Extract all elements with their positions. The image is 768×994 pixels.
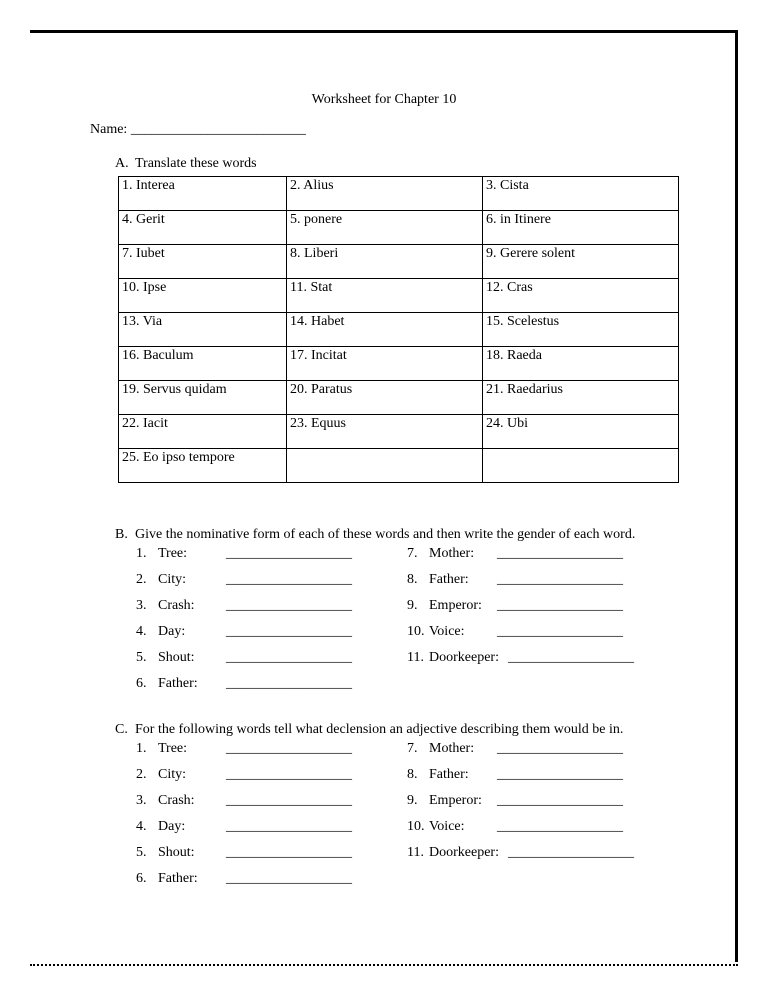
table-cell: 23. Equus — [287, 415, 483, 449]
question-word: Crash: — [158, 793, 195, 808]
answer-blank[interactable]: __________________ — [226, 793, 352, 808]
question-item — [407, 793, 623, 809]
answer-blank[interactable]: __________________ — [226, 624, 352, 639]
question-item — [136, 572, 352, 588]
page-border-top — [30, 30, 738, 33]
table-cell: 22. Iacit — [119, 415, 287, 449]
question-item — [136, 767, 352, 783]
answer-blank[interactable]: __________________ — [497, 819, 623, 834]
question-word: Doorkeeper: — [429, 845, 499, 860]
answer-blank[interactable]: __________________ — [226, 598, 352, 613]
question-item — [407, 546, 623, 562]
question-item — [136, 793, 352, 809]
answer-blank[interactable]: __________________ — [226, 546, 352, 561]
question-item — [136, 624, 352, 640]
question-number: 5. — [136, 845, 147, 860]
question-item — [407, 741, 623, 757]
table-cell: 5. ponere — [287, 211, 483, 245]
table-cell: 13. Via — [119, 313, 287, 347]
page-border-bottom-dotted — [30, 956, 738, 966]
section-c-heading — [115, 722, 623, 738]
table-cell: 1. Interea — [119, 177, 287, 211]
table-cell: 8. Liberi — [287, 245, 483, 279]
question-number: 1. — [136, 546, 147, 561]
question-word: Shout: — [158, 845, 195, 860]
section-b-letter: B. — [115, 527, 128, 542]
table-cell: 4. Gerit — [119, 211, 287, 245]
table-row — [119, 449, 679, 483]
translation-table — [118, 176, 679, 483]
answer-blank[interactable]: __________________ — [497, 572, 623, 587]
question-word: Shout: — [158, 650, 195, 665]
table-cell: 24. Ubi — [483, 415, 679, 449]
table-row — [119, 381, 679, 415]
question-item — [407, 598, 623, 614]
question-number: 10. — [407, 624, 425, 639]
table-row — [119, 177, 679, 211]
table-cell — [287, 449, 483, 483]
question-number: 4. — [136, 624, 147, 639]
table-row — [119, 279, 679, 313]
question-number: 9. — [407, 598, 418, 613]
question-word: Tree: — [158, 741, 188, 756]
question-word: Mother: — [429, 546, 475, 561]
question-word: Emperor: — [429, 598, 482, 613]
question-number: 11. — [407, 845, 424, 860]
table-cell: 2. Alius — [287, 177, 483, 211]
table-cell: 10. Ipse — [119, 279, 287, 313]
answer-blank[interactable]: __________________ — [226, 741, 352, 756]
section-c-title: For the following words tell what declension an adjective describing them would be in. — [135, 722, 624, 737]
question-item — [136, 598, 352, 614]
question-word: Father: — [158, 871, 198, 886]
answer-blank[interactable]: __________________ — [226, 845, 352, 860]
question-number: 11. — [407, 650, 424, 665]
table-cell: 25. Eo ipso tempore — [119, 449, 287, 483]
question-word: Day: — [158, 819, 186, 834]
table-cell — [483, 449, 679, 483]
answer-blank[interactable]: __________________ — [226, 819, 352, 834]
answer-blank[interactable]: __________________ — [226, 572, 352, 587]
section-a-letter: A. — [115, 156, 129, 171]
answer-blank[interactable]: __________________ — [508, 650, 634, 665]
question-number: 1. — [136, 741, 147, 756]
question-word: Day: — [158, 624, 186, 639]
question-number: 10. — [407, 819, 425, 834]
page-border-right — [735, 30, 738, 962]
section-b-title: Give the nominative form of each of these words and then write the gender of each word. — [135, 527, 636, 542]
question-word: Emperor: — [429, 793, 482, 808]
section-a-heading — [115, 156, 257, 172]
question-item — [136, 546, 352, 562]
question-word: Voice: — [429, 624, 465, 639]
question-number: 5. — [136, 650, 147, 665]
question-item — [136, 741, 352, 757]
question-number: 4. — [136, 819, 147, 834]
question-word: Doorkeeper: — [429, 650, 499, 665]
table-cell: 20. Paratus — [287, 381, 483, 415]
question-word: Father: — [429, 572, 469, 587]
table-cell: 6. in Itinere — [483, 211, 679, 245]
answer-blank[interactable]: __________________ — [226, 650, 352, 665]
table-cell: 7. Iubet — [119, 245, 287, 279]
answer-blank[interactable]: __________________ — [497, 598, 623, 613]
table-cell: 3. Cista — [483, 177, 679, 211]
question-number: 3. — [136, 793, 147, 808]
table-row — [119, 415, 679, 449]
answer-blank[interactable]: __________________ — [226, 871, 352, 886]
answer-blank[interactable]: __________________ — [497, 624, 623, 639]
question-item — [407, 624, 623, 640]
question-number: 7. — [407, 741, 418, 756]
question-number: 8. — [407, 767, 418, 782]
section-c-letter: C. — [115, 722, 128, 737]
table-cell: 14. Habet — [287, 313, 483, 347]
table-cell: 9. Gerere solent — [483, 245, 679, 279]
section-a-title: Translate these words — [135, 156, 257, 171]
answer-blank[interactable]: __________________ — [226, 676, 352, 691]
question-item — [407, 572, 623, 588]
question-number: 2. — [136, 572, 147, 587]
question-word: City: — [158, 767, 187, 782]
answer-blank[interactable]: __________________ — [497, 793, 623, 808]
table-cell: 21. Raedarius — [483, 381, 679, 415]
answer-blank[interactable]: __________________ — [497, 741, 623, 756]
table-cell: 12. Cras — [483, 279, 679, 313]
answer-blank[interactable]: __________________ — [497, 546, 623, 561]
question-word: Mother: — [429, 741, 475, 756]
question-number: 9. — [407, 793, 418, 808]
question-item — [407, 767, 623, 783]
table-row — [119, 245, 679, 279]
table-cell: 18. Raeda — [483, 347, 679, 381]
question-item — [136, 845, 352, 861]
table-row — [119, 313, 679, 347]
table-cell: 17. Incitat — [287, 347, 483, 381]
question-number: 6. — [136, 871, 147, 886]
section-b-heading — [115, 527, 635, 543]
table-row — [119, 211, 679, 245]
question-number: 6. — [136, 676, 147, 691]
table-cell: 15. Scelestus — [483, 313, 679, 347]
table-cell: 19. Servus quidam — [119, 381, 287, 415]
question-word: Father: — [429, 767, 469, 782]
answer-blank[interactable]: __________________ — [226, 767, 352, 782]
page-title: Worksheet for Chapter 10 — [311, 92, 457, 107]
question-number: 7. — [407, 546, 418, 561]
question-number: 2. — [136, 767, 147, 782]
table-cell: 16. Baculum — [119, 347, 287, 381]
question-number: 8. — [407, 572, 418, 587]
table-cell: 11. Stat — [287, 279, 483, 313]
answer-blank[interactable]: __________________ — [508, 845, 634, 860]
question-word: Tree: — [158, 546, 188, 561]
question-item — [407, 650, 634, 666]
question-word: City: — [158, 572, 187, 587]
question-item — [136, 676, 352, 692]
question-item — [136, 650, 352, 666]
question-number: 3. — [136, 598, 147, 613]
question-word: Father: — [158, 676, 198, 691]
question-word: Voice: — [429, 819, 465, 834]
answer-blank[interactable]: __________________ — [497, 767, 623, 782]
question-word: Crash: — [158, 598, 195, 613]
name-field[interactable]: Name: _________________________ — [90, 122, 306, 137]
question-item — [407, 819, 623, 835]
question-item — [136, 871, 352, 887]
question-item — [136, 819, 352, 835]
question-item — [407, 845, 634, 861]
table-row — [119, 347, 679, 381]
